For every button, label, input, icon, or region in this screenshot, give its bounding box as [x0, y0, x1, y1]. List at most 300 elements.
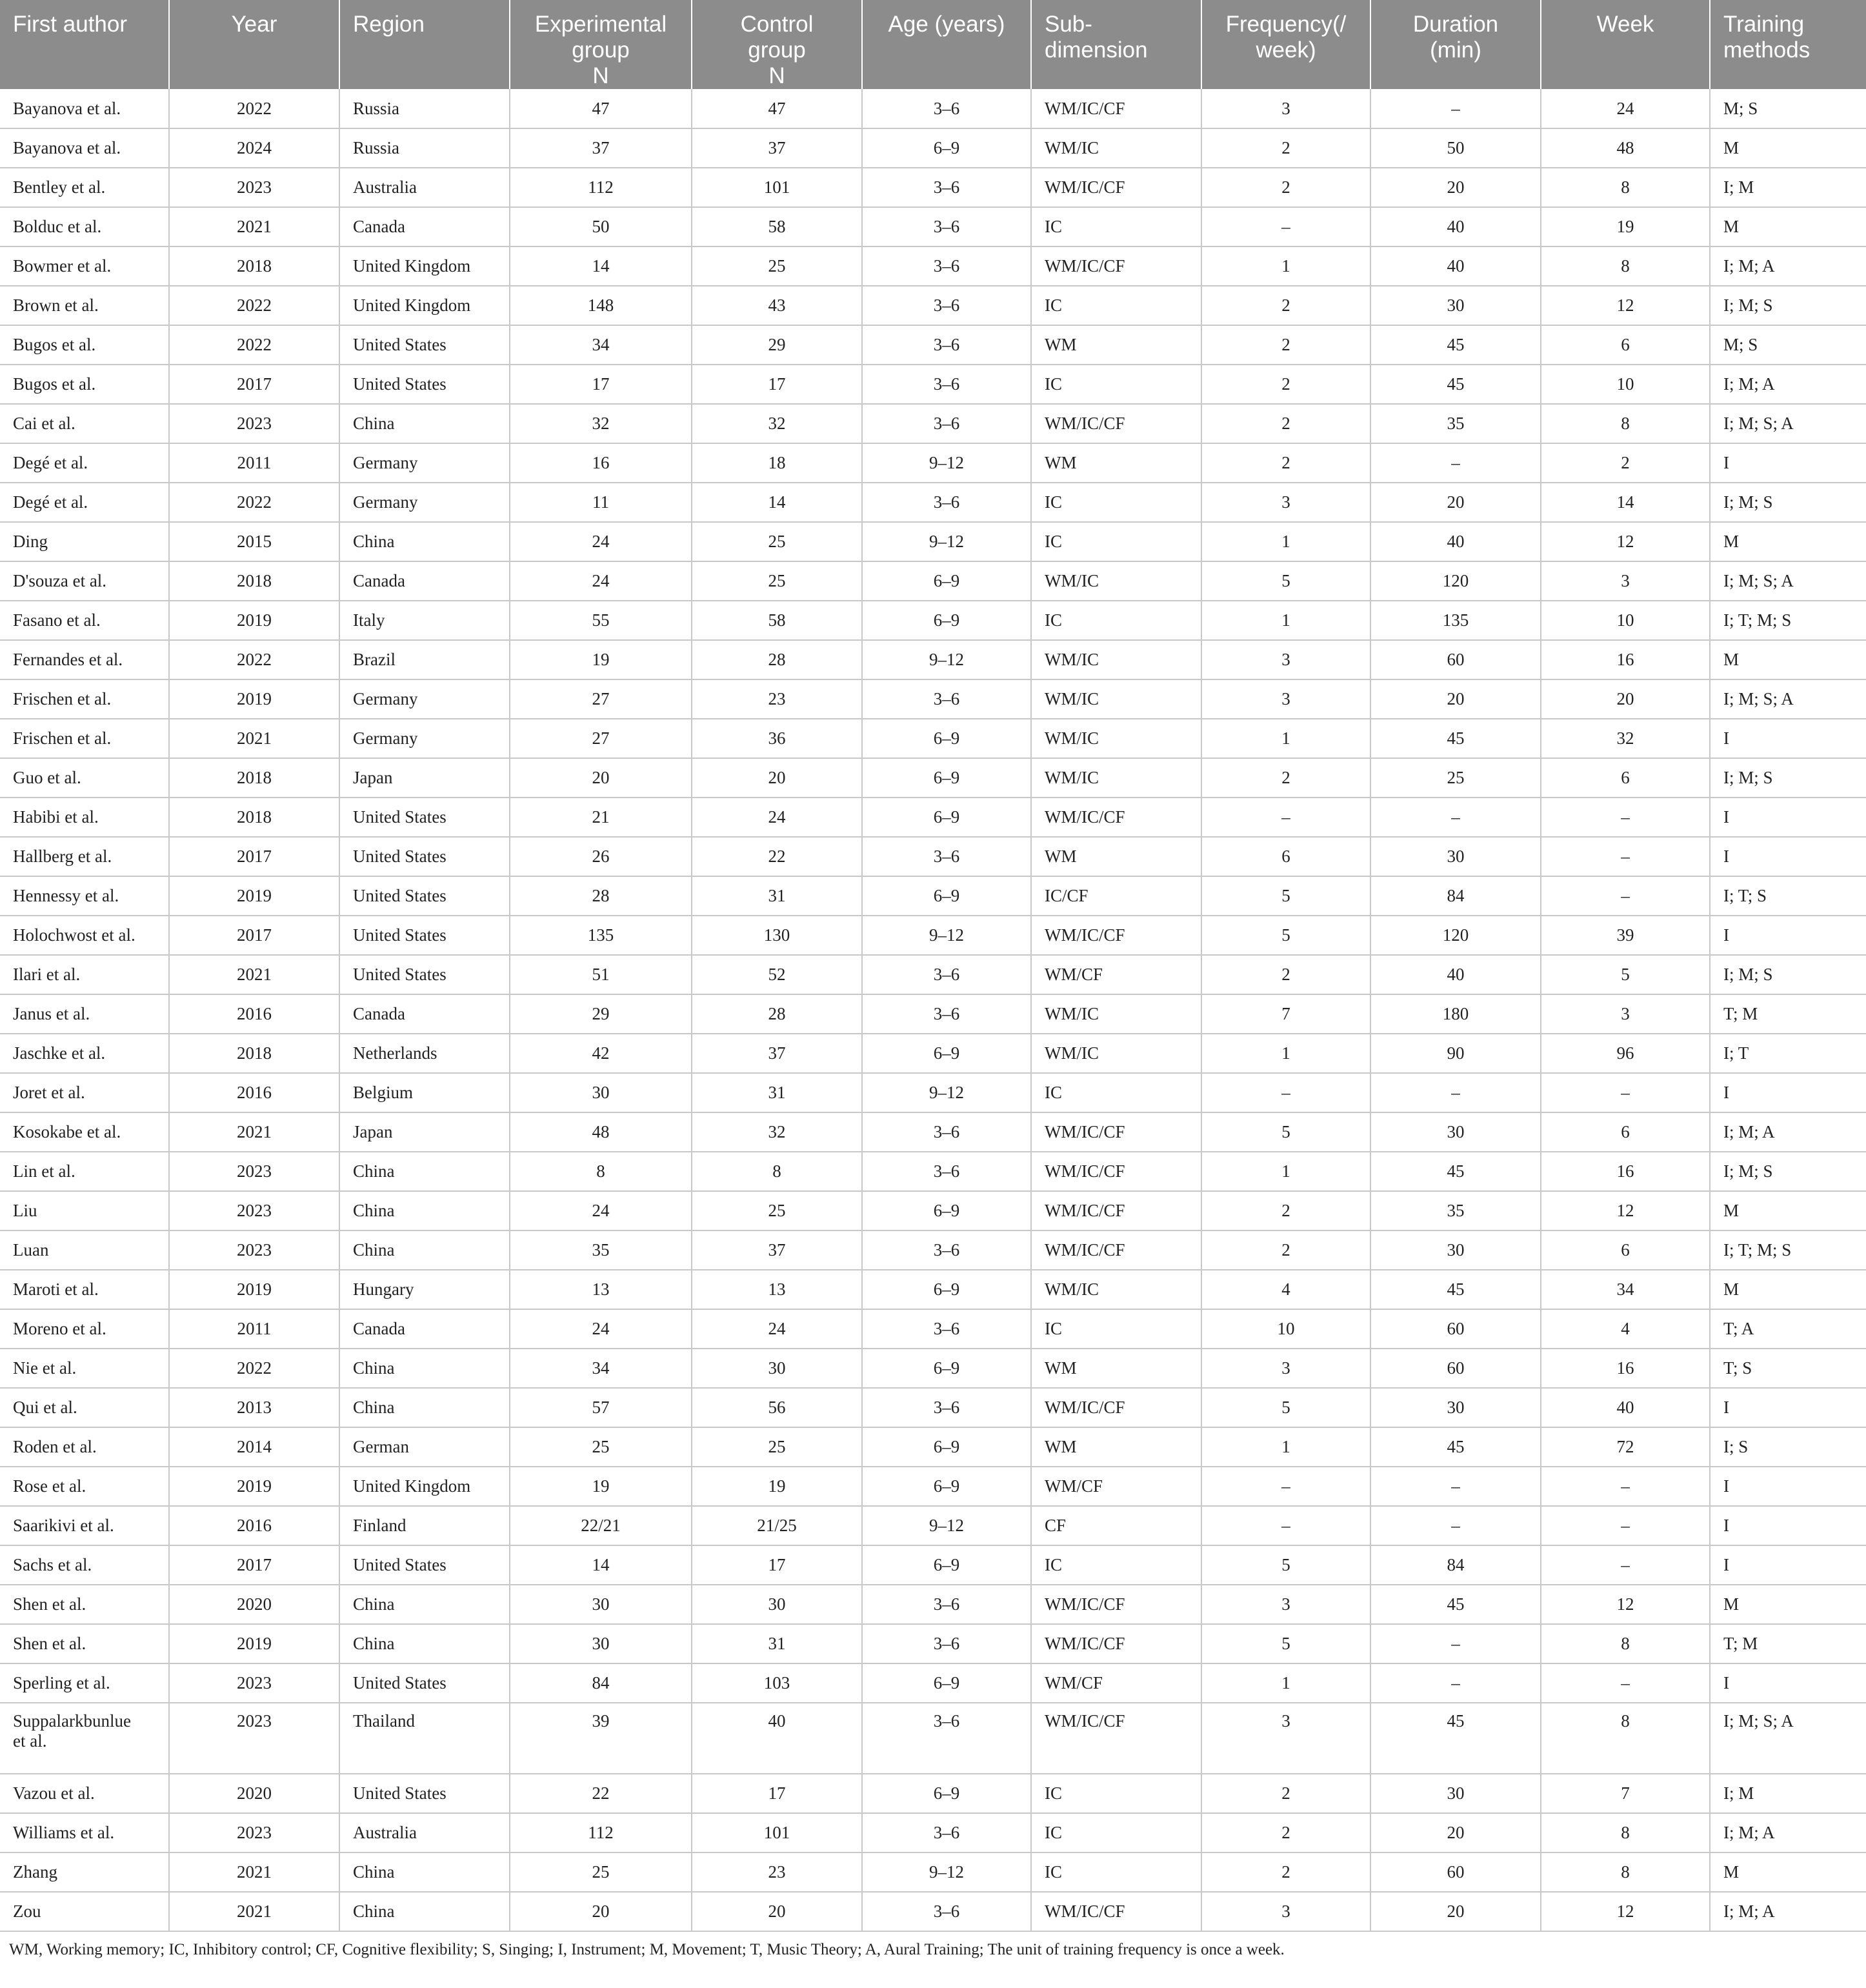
- cell-training-methods: M; S: [1710, 325, 1866, 365]
- cell-age: 3–6: [862, 1892, 1031, 1931]
- table-row: [0, 325, 1866, 365]
- cell-region: China: [339, 1230, 510, 1270]
- cell-control-n: 8: [692, 1152, 862, 1191]
- cell-first-author: Kosokabe et al.: [0, 1112, 169, 1152]
- cell-first-author: Fasano et al.: [0, 601, 169, 640]
- cell-year: 2023: [169, 1191, 339, 1230]
- cell-training-methods: I: [1710, 1545, 1866, 1585]
- cell-year: 2023: [169, 404, 339, 443]
- cell-duration: 60: [1370, 1349, 1541, 1388]
- cell-week: 3: [1541, 994, 1710, 1034]
- cell-experimental-n: 24: [510, 522, 692, 561]
- cell-duration: 40: [1370, 207, 1541, 246]
- cell-week: 32: [1541, 719, 1710, 758]
- table-row: [0, 1388, 1866, 1427]
- cell-training-methods: I; M; S; A: [1710, 404, 1866, 443]
- cell-duration: 30: [1370, 1388, 1541, 1427]
- cell-sub-dimension: IC: [1031, 1852, 1201, 1892]
- cell-first-author: Qui et al.: [0, 1388, 169, 1427]
- cell-experimental-n: 29: [510, 994, 692, 1034]
- cell-experimental-n: 14: [510, 1545, 692, 1585]
- cell-first-author: Frischen et al.: [0, 679, 169, 719]
- cell-frequency: 1: [1201, 1152, 1370, 1191]
- cell-frequency: 3: [1201, 483, 1370, 522]
- cell-age: 9–12: [862, 1852, 1031, 1892]
- cell-sub-dimension: WM/IC: [1031, 640, 1201, 679]
- cell-age: 3–6: [862, 89, 1031, 128]
- cell-frequency: 2: [1201, 365, 1370, 404]
- cell-week: 5: [1541, 955, 1710, 994]
- table-row: [0, 719, 1866, 758]
- cell-sub-dimension: WM/IC/CF: [1031, 798, 1201, 837]
- cell-control-n: 29: [692, 325, 862, 365]
- cell-duration: 90: [1370, 1034, 1541, 1073]
- cell-age: 6–9: [862, 876, 1031, 916]
- cell-year: 2021: [169, 1892, 339, 1931]
- cell-age: 6–9: [862, 1774, 1031, 1813]
- cell-experimental-n: 28: [510, 876, 692, 916]
- cell-sub-dimension: WM/CF: [1031, 955, 1201, 994]
- cell-experimental-n: 35: [510, 1230, 692, 1270]
- cell-year: 2013: [169, 1388, 339, 1427]
- cell-age: 3–6: [862, 1230, 1031, 1270]
- cell-region: Germany: [339, 719, 510, 758]
- cell-experimental-n: 48: [510, 1112, 692, 1152]
- cell-control-n: 101: [692, 1813, 862, 1852]
- cell-sub-dimension: WM/IC/CF: [1031, 1112, 1201, 1152]
- table-row: [0, 483, 1866, 522]
- cell-week: 10: [1541, 601, 1710, 640]
- table-row: [0, 1270, 1866, 1309]
- cell-year: 2023: [169, 1663, 339, 1703]
- cell-experimental-n: 34: [510, 325, 692, 365]
- cell-age: 9–12: [862, 1073, 1031, 1112]
- cell-first-author: Ding: [0, 522, 169, 561]
- table-row: [0, 1034, 1866, 1073]
- cell-sub-dimension: CF: [1031, 1506, 1201, 1545]
- cell-region: Australia: [339, 1813, 510, 1852]
- cell-training-methods: I; M; A: [1710, 246, 1866, 286]
- cell-week: 7: [1541, 1774, 1710, 1813]
- cell-year: 2022: [169, 325, 339, 365]
- cell-duration: –: [1370, 1624, 1541, 1663]
- cell-experimental-n: 112: [510, 1813, 692, 1852]
- cell-duration: 120: [1370, 561, 1541, 601]
- cell-experimental-n: 30: [510, 1624, 692, 1663]
- cell-year: 2019: [169, 1467, 339, 1506]
- cell-year: 2021: [169, 955, 339, 994]
- cell-week: –: [1541, 1545, 1710, 1585]
- cell-first-author: Joret et al.: [0, 1073, 169, 1112]
- cell-duration: –: [1370, 1467, 1541, 1506]
- cell-control-n: 32: [692, 1112, 862, 1152]
- cell-sub-dimension: WM/IC: [1031, 679, 1201, 719]
- cell-duration: 20: [1370, 1813, 1541, 1852]
- cell-experimental-n: 30: [510, 1073, 692, 1112]
- cell-training-methods: M: [1710, 128, 1866, 168]
- cell-training-methods: I: [1710, 1663, 1866, 1703]
- cell-region: United Kingdom: [339, 246, 510, 286]
- cell-region: United States: [339, 955, 510, 994]
- cell-age: 3–6: [862, 1309, 1031, 1349]
- cell-frequency: 2: [1201, 758, 1370, 798]
- table-row: [0, 679, 1866, 719]
- cell-training-methods: I; M; S: [1710, 758, 1866, 798]
- cell-week: 6: [1541, 1230, 1710, 1270]
- cell-sub-dimension: IC: [1031, 1073, 1201, 1112]
- cell-training-methods: M: [1710, 1585, 1866, 1624]
- cell-control-n: 31: [692, 1624, 862, 1663]
- cell-training-methods: I; M; S; A: [1710, 679, 1866, 719]
- cell-first-author: Guo et al.: [0, 758, 169, 798]
- cell-training-methods: I: [1710, 1467, 1866, 1506]
- cell-age: 6–9: [862, 1034, 1031, 1073]
- cell-week: 48: [1541, 128, 1710, 168]
- cell-duration: –: [1370, 1506, 1541, 1545]
- cell-control-n: 58: [692, 207, 862, 246]
- cell-age: 6–9: [862, 1427, 1031, 1467]
- cell-region: United States: [339, 365, 510, 404]
- cell-sub-dimension: IC: [1031, 1813, 1201, 1852]
- cell-frequency: 7: [1201, 994, 1370, 1034]
- table-row: [0, 286, 1866, 325]
- cell-experimental-n: 21: [510, 798, 692, 837]
- cell-year: 2023: [169, 1703, 339, 1774]
- cell-experimental-n: 14: [510, 246, 692, 286]
- cell-training-methods: M: [1710, 1852, 1866, 1892]
- cell-week: 20: [1541, 679, 1710, 719]
- cell-frequency: 6: [1201, 837, 1370, 876]
- cell-sub-dimension: WM/IC/CF: [1031, 1585, 1201, 1624]
- cell-frequency: 1: [1201, 246, 1370, 286]
- cell-training-methods: I: [1710, 1388, 1866, 1427]
- cell-year: 2011: [169, 443, 339, 483]
- table-row: [0, 955, 1866, 994]
- cell-control-n: 17: [692, 1545, 862, 1585]
- header-year: Year: [169, 0, 339, 89]
- table-row: [0, 1152, 1866, 1191]
- cell-age: 3–6: [862, 404, 1031, 443]
- table-body: [0, 89, 1866, 1931]
- cell-experimental-n: 13: [510, 1270, 692, 1309]
- table-row: [0, 1774, 1866, 1813]
- cell-year: 2020: [169, 1585, 339, 1624]
- cell-first-author: Maroti et al.: [0, 1270, 169, 1309]
- cell-first-author: Fernandes et al.: [0, 640, 169, 679]
- cell-age: 3–6: [862, 1112, 1031, 1152]
- cell-first-author: Saarikivi et al.: [0, 1506, 169, 1545]
- cell-duration: –: [1370, 798, 1541, 837]
- cell-duration: 45: [1370, 1585, 1541, 1624]
- cell-sub-dimension: WM/IC/CF: [1031, 1191, 1201, 1230]
- cell-frequency: 2: [1201, 1774, 1370, 1813]
- cell-year: 2017: [169, 916, 339, 955]
- cell-sub-dimension: WM/IC: [1031, 758, 1201, 798]
- cell-experimental-n: 27: [510, 679, 692, 719]
- cell-training-methods: M: [1710, 522, 1866, 561]
- cell-experimental-n: 25: [510, 1852, 692, 1892]
- cell-experimental-n: 24: [510, 561, 692, 601]
- table-row: [0, 876, 1866, 916]
- cell-first-author: Degé et al.: [0, 483, 169, 522]
- cell-frequency: 2: [1201, 1191, 1370, 1230]
- cell-training-methods: I; M; S; A: [1710, 561, 1866, 601]
- table-row: [0, 837, 1866, 876]
- cell-year: 2018: [169, 246, 339, 286]
- cell-experimental-n: 84: [510, 1663, 692, 1703]
- cell-region: United States: [339, 325, 510, 365]
- cell-age: 9–12: [862, 522, 1031, 561]
- cell-first-author: D'souza et al.: [0, 561, 169, 601]
- cell-frequency: 5: [1201, 1545, 1370, 1585]
- cell-age: 3–6: [862, 246, 1031, 286]
- cell-age: 3–6: [862, 483, 1031, 522]
- cell-first-author: Luan: [0, 1230, 169, 1270]
- cell-duration: 25: [1370, 758, 1541, 798]
- cell-experimental-n: 34: [510, 1349, 692, 1388]
- cell-week: –: [1541, 798, 1710, 837]
- cell-age: 6–9: [862, 1349, 1031, 1388]
- cell-control-n: 36: [692, 719, 862, 758]
- cell-control-n: 28: [692, 994, 862, 1034]
- cell-age: 6–9: [862, 601, 1031, 640]
- cell-experimental-n: 42: [510, 1034, 692, 1073]
- cell-duration: –: [1370, 1073, 1541, 1112]
- cell-region: China: [339, 1349, 510, 1388]
- cell-first-author: Vazou et al.: [0, 1774, 169, 1813]
- cell-training-methods: I; S: [1710, 1427, 1866, 1467]
- cell-training-methods: T; A: [1710, 1309, 1866, 1349]
- cell-week: 96: [1541, 1034, 1710, 1073]
- cell-year: 2023: [169, 168, 339, 207]
- cell-control-n: 58: [692, 601, 862, 640]
- cell-week: 10: [1541, 365, 1710, 404]
- cell-week: 16: [1541, 640, 1710, 679]
- cell-year: 2021: [169, 1852, 339, 1892]
- cell-age: 6–9: [862, 1467, 1031, 1506]
- cell-training-methods: I; T: [1710, 1034, 1866, 1073]
- cell-sub-dimension: WM/IC/CF: [1031, 89, 1201, 128]
- cell-frequency: –: [1201, 1073, 1370, 1112]
- cell-first-author: Rose et al.: [0, 1467, 169, 1506]
- cell-control-n: 37: [692, 1230, 862, 1270]
- cell-year: 2022: [169, 286, 339, 325]
- cell-year: 2024: [169, 128, 339, 168]
- cell-year: 2016: [169, 994, 339, 1034]
- cell-experimental-n: 26: [510, 837, 692, 876]
- cell-sub-dimension: WM: [1031, 1427, 1201, 1467]
- cell-first-author: Liu: [0, 1191, 169, 1230]
- cell-frequency: 3: [1201, 1349, 1370, 1388]
- cell-first-author: Brown et al.: [0, 286, 169, 325]
- cell-region: China: [339, 1152, 510, 1191]
- table-row: [0, 1506, 1866, 1545]
- table-row: [0, 1112, 1866, 1152]
- cell-duration: 45: [1370, 1270, 1541, 1309]
- cell-region: Canada: [339, 561, 510, 601]
- cell-duration: 135: [1370, 601, 1541, 640]
- cell-control-n: 14: [692, 483, 862, 522]
- cell-age: 3–6: [862, 1585, 1031, 1624]
- cell-duration: 84: [1370, 1545, 1541, 1585]
- cell-first-author: Zhang: [0, 1852, 169, 1892]
- cell-control-n: 130: [692, 916, 862, 955]
- cell-experimental-n: 17: [510, 365, 692, 404]
- cell-age: 3–6: [862, 994, 1031, 1034]
- cell-first-author: Bayanova et al.: [0, 89, 169, 128]
- cell-age: 3–6: [862, 1703, 1031, 1774]
- cell-control-n: 19: [692, 1467, 862, 1506]
- cell-training-methods: M; S: [1710, 89, 1866, 128]
- cell-training-methods: I; M; S; A: [1710, 1703, 1866, 1774]
- cell-experimental-n: 22: [510, 1774, 692, 1813]
- cell-frequency: 5: [1201, 1388, 1370, 1427]
- cell-year: 2015: [169, 522, 339, 561]
- cell-sub-dimension: WM/IC: [1031, 128, 1201, 168]
- cell-first-author: Bugos et al.: [0, 365, 169, 404]
- table-row: [0, 561, 1866, 601]
- cell-week: 6: [1541, 325, 1710, 365]
- cell-training-methods: I: [1710, 1073, 1866, 1112]
- cell-frequency: 2: [1201, 1813, 1370, 1852]
- cell-sub-dimension: WM/IC: [1031, 561, 1201, 601]
- cell-sub-dimension: WM/CF: [1031, 1663, 1201, 1703]
- table-row: [0, 522, 1866, 561]
- cell-duration: 30: [1370, 286, 1541, 325]
- cell-training-methods: I; M; S: [1710, 1152, 1866, 1191]
- cell-frequency: –: [1201, 1506, 1370, 1545]
- cell-training-methods: I; M; S: [1710, 286, 1866, 325]
- cell-duration: 20: [1370, 168, 1541, 207]
- cell-experimental-n: 148: [510, 286, 692, 325]
- cell-age: 6–9: [862, 719, 1031, 758]
- cell-first-author: Cai et al.: [0, 404, 169, 443]
- table-row: [0, 404, 1866, 443]
- cell-sub-dimension: WM/IC: [1031, 994, 1201, 1034]
- cell-control-n: 37: [692, 1034, 862, 1073]
- cell-region: Italy: [339, 601, 510, 640]
- cell-frequency: 2: [1201, 286, 1370, 325]
- cell-age: 9–12: [862, 916, 1031, 955]
- cell-year: 2019: [169, 601, 339, 640]
- cell-year: 2020: [169, 1774, 339, 1813]
- cell-control-n: 25: [692, 561, 862, 601]
- cell-sub-dimension: IC: [1031, 1309, 1201, 1349]
- table-row: [0, 1624, 1866, 1663]
- cell-training-methods: M: [1710, 1191, 1866, 1230]
- cell-training-methods: I; M; S: [1710, 955, 1866, 994]
- cell-experimental-n: 22/21: [510, 1506, 692, 1545]
- cell-training-methods: I; T; M; S: [1710, 601, 1866, 640]
- cell-control-n: 31: [692, 1073, 862, 1112]
- cell-year: 2011: [169, 1309, 339, 1349]
- cell-week: 24: [1541, 89, 1710, 128]
- cell-region: China: [339, 522, 510, 561]
- cell-training-methods: I: [1710, 837, 1866, 876]
- cell-sub-dimension: WM/IC: [1031, 1270, 1201, 1309]
- cell-control-n: 25: [692, 246, 862, 286]
- table-row: [0, 640, 1866, 679]
- cell-duration: 45: [1370, 1703, 1541, 1774]
- cell-training-methods: I: [1710, 798, 1866, 837]
- cell-frequency: 5: [1201, 561, 1370, 601]
- cell-age: 3–6: [862, 168, 1031, 207]
- cell-region: Germany: [339, 483, 510, 522]
- cell-first-author: Suppalarkbunlue et al.: [0, 1703, 169, 1774]
- table-row: [0, 246, 1866, 286]
- cell-sub-dimension: IC: [1031, 483, 1201, 522]
- cell-duration: 50: [1370, 128, 1541, 168]
- cell-first-author: Habibi et al.: [0, 798, 169, 837]
- cell-week: 8: [1541, 404, 1710, 443]
- cell-experimental-n: 135: [510, 916, 692, 955]
- cell-week: 16: [1541, 1349, 1710, 1388]
- cell-year: 2021: [169, 207, 339, 246]
- cell-training-methods: M: [1710, 1270, 1866, 1309]
- cell-year: 2022: [169, 89, 339, 128]
- header-duration: Duration (min): [1370, 0, 1541, 89]
- cell-frequency: 3: [1201, 89, 1370, 128]
- cell-first-author: Zou: [0, 1892, 169, 1931]
- cell-training-methods: M: [1710, 207, 1866, 246]
- table-row: [0, 1073, 1866, 1112]
- cell-age: 9–12: [862, 640, 1031, 679]
- cell-region: Germany: [339, 443, 510, 483]
- cell-age: 3–6: [862, 837, 1031, 876]
- table-row: [0, 1663, 1866, 1703]
- cell-sub-dimension: WM/IC/CF: [1031, 1388, 1201, 1427]
- cell-week: 8: [1541, 1624, 1710, 1663]
- cell-frequency: –: [1201, 1467, 1370, 1506]
- cell-week: 8: [1541, 1852, 1710, 1892]
- cell-training-methods: I; M; A: [1710, 365, 1866, 404]
- cell-sub-dimension: IC: [1031, 601, 1201, 640]
- cell-first-author: Ilari et al.: [0, 955, 169, 994]
- cell-duration: –: [1370, 1663, 1541, 1703]
- cell-experimental-n: 51: [510, 955, 692, 994]
- cell-year: 2018: [169, 561, 339, 601]
- cell-sub-dimension: WM/IC/CF: [1031, 1892, 1201, 1931]
- cell-frequency: 2: [1201, 443, 1370, 483]
- cell-control-n: 21/25: [692, 1506, 862, 1545]
- cell-control-n: 101: [692, 168, 862, 207]
- cell-sub-dimension: IC: [1031, 365, 1201, 404]
- cell-control-n: 24: [692, 1309, 862, 1349]
- cell-duration: 180: [1370, 994, 1541, 1034]
- table-row: [0, 798, 1866, 837]
- cell-duration: 60: [1370, 1852, 1541, 1892]
- header-first-author: First author: [0, 0, 169, 89]
- table-row: [0, 1813, 1866, 1852]
- header-control-n: Control group N: [692, 0, 862, 89]
- cell-experimental-n: 50: [510, 207, 692, 246]
- header-frequency: Frequency(/ week): [1201, 0, 1370, 89]
- cell-first-author: Bayanova et al.: [0, 128, 169, 168]
- cell-experimental-n: 19: [510, 1467, 692, 1506]
- cell-age: 9–12: [862, 443, 1031, 483]
- cell-year: 2016: [169, 1073, 339, 1112]
- cell-control-n: 30: [692, 1585, 862, 1624]
- cell-region: United Kingdom: [339, 1467, 510, 1506]
- cell-experimental-n: 8: [510, 1152, 692, 1191]
- cell-week: –: [1541, 1663, 1710, 1703]
- cell-week: –: [1541, 837, 1710, 876]
- cell-region: Thailand: [339, 1703, 510, 1774]
- cell-frequency: 2: [1201, 325, 1370, 365]
- cell-region: Germany: [339, 679, 510, 719]
- cell-training-methods: I: [1710, 443, 1866, 483]
- cell-frequency: 3: [1201, 1585, 1370, 1624]
